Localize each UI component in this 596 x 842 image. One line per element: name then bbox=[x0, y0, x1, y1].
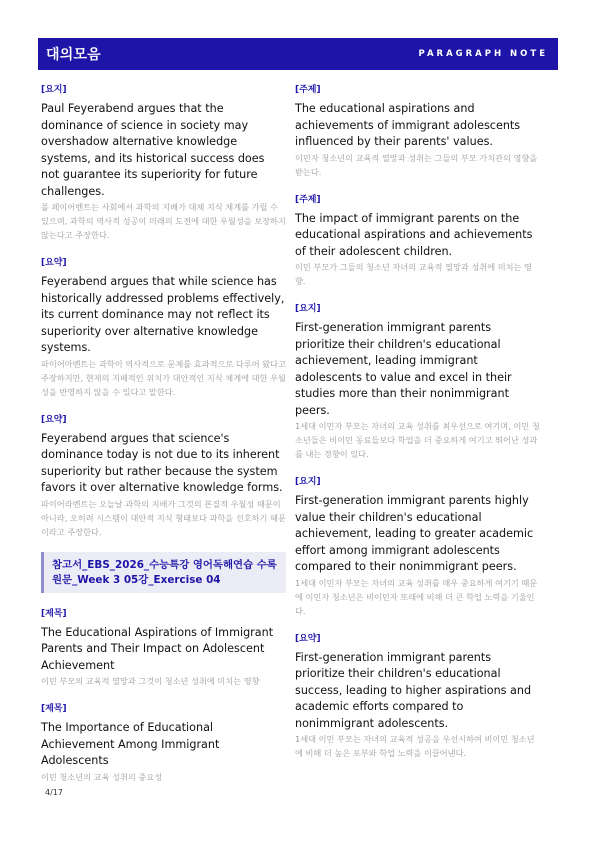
page-number: 4/17 bbox=[45, 788, 63, 797]
note-block bbox=[295, 82, 540, 179]
source-heading: 참고서_EBS_2026_수능특강 영어독해연습 수록 원문_Week 3 05강_Exercise 04 bbox=[41, 552, 286, 593]
korean-translation: 파이어아벤트는 과학이 역사적으로 문제를 효과적으로 다루어 왔다고 주장하지만, 현재의 지배적인 위치가 대안적인 지식 체계에 대한 우월성을 반영하지 않을 수 있다고 말한다. bbox=[41, 358, 286, 397]
note-block bbox=[295, 192, 540, 289]
korean-translation: 이민 청소년의 교육 성취의 중요성 bbox=[41, 771, 163, 782]
english-summary: First-generation immigrant parents highly value their children's educational achievement, leading to greater academic effort among immigrant adolescents compared to their nonimmigrant peers. bbox=[295, 494, 534, 573]
note-block bbox=[41, 255, 286, 399]
page-header bbox=[38, 38, 558, 70]
block-tag: [제목] bbox=[41, 608, 67, 619]
left-column bbox=[41, 82, 286, 797]
korean-translation: 폴 페이어벤트는 사회에서 과학의 지배가 대체 지식 체계를 가릴 수 있으며, 과학의 역사적 성공이 미래의 도전에 대한 우월성을 보장하지 않는다고 주장한다. bbox=[41, 202, 286, 240]
block-tag: [주제] bbox=[295, 194, 321, 205]
english-summary: The Educational Aspirations of Immigrant Parents and Their Impact on Adolescent Achievement bbox=[41, 625, 274, 672]
header-title: 대의모음 bbox=[46, 47, 101, 63]
note-block bbox=[41, 606, 286, 689]
korean-translation: 1세대 이민자 부모는 자녀의 교육 성취를 최우선으로 여기며, 이민 청소년들은 비이민 동료들보다 학업을 더 중요하게 여기고 뛰어난 성과를 내는 경향이 있다. bbox=[295, 421, 540, 459]
english-summary: Feyerabend argues that while science has historically addressed problems effectively, its current dominance may not reflect its superiority over alternative knowledge systems. bbox=[41, 275, 285, 354]
block-tag: [요지] bbox=[295, 304, 321, 314]
right-column bbox=[295, 82, 540, 773]
note-block bbox=[41, 701, 286, 784]
block-tag: [요약] bbox=[41, 258, 67, 268]
note-block bbox=[41, 412, 286, 539]
english-summary: Feyerabend argues that science's dominance today is not due to its inherent superiority but rather because the system favors it over alternative knowledge forms. bbox=[41, 431, 283, 494]
block-tag: [요약] bbox=[41, 414, 67, 425]
korean-translation: 이민 부모가 그들의 청소년 자녀의 교육적 열망과 성취에 미치는 영향. bbox=[295, 262, 532, 286]
note-block bbox=[295, 631, 540, 761]
english-summary: The educational aspirations and achievements of immigrant adolescents influenced by their parents' values. bbox=[295, 102, 521, 148]
korean-translation: 이민 부모의 교육적 열망과 그것이 청소년 성취에 미치는 영향 bbox=[41, 676, 260, 686]
block-tag: [요약] bbox=[295, 633, 321, 644]
note-block bbox=[41, 82, 286, 242]
korean-translation: 1세대 이민자 부모는 자녀의 교육 성취를 매우 중요하게 여기기 때문에 이민자 청소년은 비이민자 또래에 비해 더 큰 학업 노력을 기울인다. bbox=[295, 577, 538, 616]
english-summary: First-generation immigrant parents prioritize their children's educational achievement, leading immigrant adolescents to value and excel in their studies more than their nonimmigrant peers. bbox=[295, 321, 512, 417]
english-summary: Paul Feyerabend argues that the dominance of science in society may overshadow alternative knowledge systems, and its historical success does not guarantee its superiority for future challenges. bbox=[41, 102, 265, 198]
english-summary: The impact of immigrant parents on the educational aspirations and achievements of their adolescent children. bbox=[295, 211, 533, 258]
korean-translation: 파이어라벤트는 오늘날 과학의 지배가 그것의 본질적 우월성 때문이 아니라, 오히려 시스템이 대안적 지식 형태보다 과학을 선호하기 때문이라고 주장한다. bbox=[41, 498, 286, 537]
block-tag: [주제] bbox=[295, 85, 321, 95]
english-summary: The Importance of Educational Achievement Among Immigrant Adolescents bbox=[41, 721, 220, 767]
korean-translation: 1세대 이민 부모는 자녀의 교육적 성공을 우선시하여 비이민 청소년에 비해 더 높은 포부와 학업 노력을 이끌어낸다. bbox=[295, 734, 535, 758]
english-summary: First-generation immigrant parents prioritize their children's educational success, leading to higher aspirations and academic efforts compared to nonimmigrant adolescents. bbox=[295, 650, 532, 730]
note-block bbox=[295, 474, 540, 618]
header-label: PARAGRAPH NOTE bbox=[418, 49, 548, 59]
block-tag: [요지] bbox=[295, 477, 321, 487]
block-tag: [제목] bbox=[41, 704, 67, 714]
note-block bbox=[295, 301, 540, 461]
korean-translation: 이민자 청소년의 교육적 열망과 성취는 그들의 부모 가치관의 영향을 받는다. bbox=[295, 152, 538, 177]
block-tag: [요지] bbox=[41, 85, 67, 95]
